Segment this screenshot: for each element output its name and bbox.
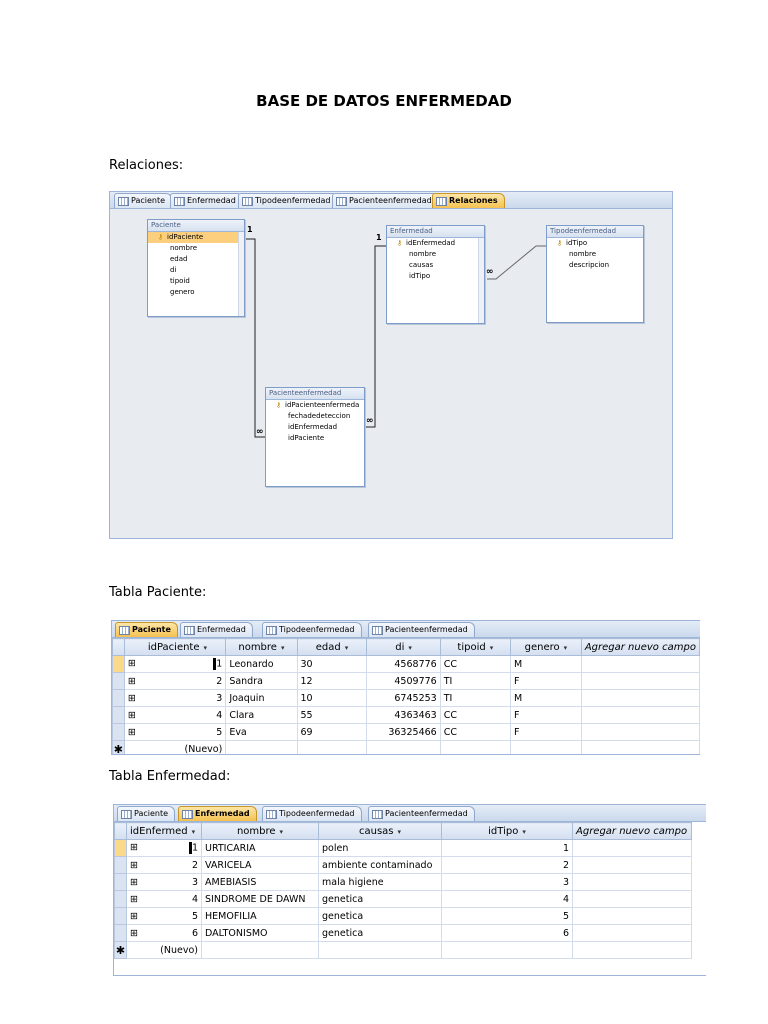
scrollbar[interactable] — [478, 238, 484, 323]
cell-id[interactable] — [124, 690, 225, 707]
cell-id[interactable] — [124, 656, 225, 673]
cell-id[interactable] — [127, 891, 202, 908]
cell[interactable]: 4568776 — [367, 656, 440, 673]
cell[interactable] — [202, 942, 319, 959]
enfermedad-table — [114, 822, 692, 959]
cell[interactable] — [297, 741, 367, 756]
field-label: idTipo — [566, 239, 588, 247]
cell[interactable]: Eva — [226, 724, 297, 741]
add-field-header[interactable]: Agregar nuevo campo — [581, 639, 699, 656]
cell[interactable] — [581, 707, 699, 724]
table-box-title: Tipodeenfermedad — [547, 226, 643, 238]
paciente-datasheet — [111, 620, 700, 755]
cell[interactable]: CC — [440, 656, 510, 673]
cell[interactable]: 30 — [297, 656, 367, 673]
tab-enfermedad[interactable] — [180, 622, 253, 637]
table-row[interactable] — [115, 891, 692, 908]
header-label: idTipo — [488, 825, 519, 837]
new-record-cell[interactable]: (Nuevo) — [127, 942, 202, 959]
cell-value: 4 — [191, 893, 198, 905]
table-icon — [184, 626, 195, 635]
row-selector[interactable] — [115, 840, 127, 857]
expand-icon[interactable]: ⊞ — [127, 726, 136, 738]
row-selector[interactable] — [115, 857, 127, 874]
cell[interactable] — [573, 840, 692, 857]
cell[interactable]: HEMOFILIA — [202, 908, 319, 925]
cell-id[interactable] — [127, 840, 202, 857]
cell[interactable] — [581, 741, 699, 756]
tab-pacienteenfermedad[interactable] — [332, 193, 439, 208]
cell-value: 5 — [216, 726, 223, 738]
field-key[interactable] — [266, 400, 364, 411]
field[interactable]: nombre — [409, 250, 437, 258]
cell-value: 5 — [191, 910, 198, 922]
field[interactable]: fechadedeteccion — [288, 412, 351, 420]
scrollbar[interactable] — [238, 232, 244, 316]
row-selector[interactable] — [115, 925, 127, 942]
cell[interactable]: CC — [440, 707, 510, 724]
key-icon: ⚷ — [276, 401, 282, 409]
field[interactable]: descripcion — [569, 261, 610, 269]
tab-paciente[interactable] — [115, 622, 178, 637]
tab-label: Tipodeenfermedad — [255, 196, 331, 205]
tab-enfermedad[interactable] — [170, 193, 243, 208]
table-icon — [182, 810, 193, 819]
tab-pacienteenfermedad[interactable] — [368, 806, 475, 821]
cell[interactable] — [573, 891, 692, 908]
cell[interactable] — [581, 673, 699, 690]
table-icon — [118, 197, 129, 206]
expand-icon[interactable]: ⊞ — [127, 709, 136, 721]
row-selector[interactable] — [113, 707, 125, 724]
one-symbol: 1 — [376, 233, 382, 242]
expand-icon[interactable]: ⊞ — [130, 927, 138, 939]
cell-value: 1 — [216, 658, 223, 670]
many-symbol: ∞ — [256, 427, 264, 437]
table-icon — [121, 810, 132, 819]
column-header[interactable] — [319, 823, 442, 840]
many-symbol: ∞ — [366, 416, 374, 426]
row-selector[interactable] — [115, 874, 127, 891]
tab-tipodeenfermedad[interactable] — [238, 193, 338, 208]
header-label: nombre — [236, 825, 276, 837]
table-icon — [266, 626, 277, 635]
header-label: tipoid — [457, 641, 486, 653]
table-row[interactable] — [115, 908, 692, 925]
cell[interactable] — [573, 857, 692, 874]
cell[interactable]: CC — [440, 724, 510, 741]
tab-label: Enfermedad — [195, 809, 250, 818]
paciente-table — [112, 638, 700, 755]
cell[interactable]: 55 — [297, 707, 367, 724]
tab-label: Pacienteenfermedad — [385, 625, 468, 634]
expand-icon[interactable]: ⊞ — [130, 842, 138, 853]
cell[interactable] — [573, 925, 692, 942]
relation-line-tipo — [487, 246, 546, 279]
cell[interactable]: 3 — [442, 874, 573, 891]
cell[interactable] — [573, 908, 692, 925]
cell[interactable]: mala higiene — [319, 874, 442, 891]
relations-window — [109, 191, 673, 539]
dropdown-icon[interactable]: ▾ — [489, 643, 494, 652]
cell[interactable]: AMEBIASIS — [202, 874, 319, 891]
table-icon — [336, 197, 347, 206]
field-label: idPaciente — [167, 233, 204, 241]
table-row[interactable] — [115, 925, 692, 942]
header-label: idPaciente — [147, 641, 200, 653]
table-box-title: Pacienteenfermedad — [266, 388, 364, 400]
cell-id[interactable] — [127, 908, 202, 925]
cell[interactable]: 10 — [297, 690, 367, 707]
cell[interactable]: Joaquin — [226, 690, 297, 707]
cell-id[interactable] — [127, 857, 202, 874]
tab-label: Tipodeenfermedad — [279, 809, 355, 818]
column-header[interactable] — [367, 639, 440, 656]
expand-icon[interactable]: ⊞ — [127, 675, 136, 687]
cell[interactable]: Sandra — [226, 673, 297, 690]
header-row — [115, 823, 692, 840]
cell[interactable]: DALTONISMO — [202, 925, 319, 942]
row-selector[interactable] — [113, 656, 125, 673]
cell[interactable] — [581, 656, 699, 673]
cell[interactable] — [581, 724, 699, 741]
cell[interactable]: 4363463 — [367, 707, 440, 724]
row-selector[interactable] — [113, 690, 125, 707]
table-box-tipodeenfermedad[interactable] — [546, 225, 644, 323]
relaciones-label: Relaciones: — [109, 158, 184, 173]
document-title: BASE DE DATOS ENFERMEDAD — [256, 92, 512, 110]
new-record-icon[interactable]: ✱ — [113, 741, 125, 756]
cell-value: 2 — [216, 675, 223, 687]
new-record-row[interactable] — [113, 741, 700, 756]
field[interactable]: causas — [409, 261, 434, 269]
field[interactable]: di — [170, 266, 177, 274]
dropdown-icon[interactable]: ▾ — [203, 643, 208, 652]
dropdown-icon[interactable]: ▾ — [563, 643, 568, 652]
dropdown-icon[interactable]: ▾ — [522, 827, 526, 836]
expand-icon[interactable]: ⊞ — [130, 910, 138, 922]
cell[interactable]: TI — [440, 690, 510, 707]
cell[interactable]: F — [510, 724, 581, 741]
table-icon — [372, 626, 383, 635]
row-selector[interactable] — [115, 908, 127, 925]
cell[interactable] — [226, 741, 297, 756]
tab-pacienteenfermedad[interactable] — [368, 622, 475, 637]
tab-paciente[interactable] — [117, 806, 175, 821]
cell[interactable]: TI — [440, 673, 510, 690]
tab-label: Paciente — [132, 625, 171, 634]
table-box-enfermedad[interactable] — [386, 225, 485, 324]
table-row[interactable] — [115, 874, 692, 891]
field[interactable]: tipoid — [170, 277, 190, 285]
row-selector[interactable] — [113, 724, 125, 741]
many-symbol: ∞ — [486, 267, 494, 277]
cell[interactable]: genetica — [319, 908, 442, 925]
tab-relaciones[interactable] — [432, 193, 505, 208]
header-label: nombre — [238, 641, 277, 653]
tab-label: Enfermedad — [197, 625, 246, 634]
tab-paciente[interactable] — [114, 193, 172, 208]
row-selector[interactable] — [115, 891, 127, 908]
tab-label: Relaciones — [449, 196, 498, 205]
enfermedad-tabbar — [114, 805, 706, 822]
cell[interactable]: 6745253 — [367, 690, 440, 707]
cell[interactable] — [442, 942, 573, 959]
cell[interactable]: URTICARIA — [202, 840, 319, 857]
expand-icon[interactable]: ⊞ — [130, 893, 138, 905]
cell[interactable]: 4 — [442, 891, 573, 908]
select-all[interactable] — [115, 823, 127, 840]
field[interactable]: nombre — [170, 244, 198, 252]
table-row[interactable] — [113, 673, 700, 690]
cell[interactable] — [367, 741, 440, 756]
cell[interactable]: 69 — [297, 724, 367, 741]
cell[interactable]: VARICELA — [202, 857, 319, 874]
dropdown-icon[interactable]: ▾ — [408, 643, 412, 652]
cell[interactable]: ambiente contaminado — [319, 857, 442, 874]
table-row[interactable] — [115, 857, 692, 874]
select-all[interactable] — [113, 639, 125, 656]
cell[interactable]: 2 — [442, 857, 573, 874]
column-header[interactable] — [226, 639, 297, 656]
cell-id[interactable] — [127, 874, 202, 891]
cell-value: 6 — [191, 927, 198, 939]
tab-enfermedad[interactable] — [178, 806, 257, 821]
key-icon: ⚷ — [557, 239, 563, 247]
relations-icon — [436, 197, 447, 206]
dropdown-icon[interactable]: ▾ — [397, 827, 402, 836]
table-row[interactable] — [113, 724, 700, 741]
table-icon — [242, 197, 253, 206]
column-header[interactable] — [127, 823, 202, 840]
tab-label: Tipodeenfermedad — [279, 625, 355, 634]
cell[interactable]: F — [510, 707, 581, 724]
tabla-enfermedad-label: Tabla Enfermedad: — [109, 769, 231, 784]
field-key[interactable] — [148, 232, 244, 243]
enfermedad-datasheet — [113, 804, 706, 976]
field[interactable]: genero — [170, 288, 195, 296]
field[interactable]: nombre — [569, 250, 597, 258]
new-record-icon[interactable]: ✱ — [115, 943, 126, 957]
relations-canvas — [110, 209, 672, 538]
tab-tipodeenfermedad[interactable] — [262, 806, 362, 821]
cell-value: 1 — [191, 842, 198, 854]
column-header[interactable] — [440, 639, 510, 656]
table-row[interactable] — [115, 840, 692, 857]
dropdown-icon[interactable]: ▾ — [344, 643, 349, 652]
column-header[interactable] — [202, 823, 319, 840]
header-label: idEnfermed — [130, 825, 188, 837]
tab-label: Enfermedad — [187, 196, 236, 205]
cell-value: 4 — [216, 709, 223, 721]
header-label: causas — [358, 825, 394, 837]
table-row[interactable] — [113, 707, 700, 724]
dropdown-icon[interactable]: ▾ — [279, 827, 284, 836]
tab-label: Pacienteenfermedad — [385, 809, 468, 818]
cell-value: 3 — [216, 692, 223, 704]
table-box-title: Paciente — [148, 220, 244, 232]
cell[interactable]: polen — [319, 840, 442, 857]
field-label: idPacienteenfermeda — [285, 401, 360, 409]
field[interactable]: edad — [170, 255, 188, 263]
key-icon: ⚷ — [397, 239, 403, 247]
cell[interactable]: 6 — [442, 925, 573, 942]
header-label: genero — [524, 641, 560, 653]
field[interactable]: idPaciente — [288, 434, 325, 442]
field[interactable]: idEnfermedad — [288, 423, 338, 431]
cell[interactable] — [573, 874, 692, 891]
cell[interactable]: genetica — [319, 891, 442, 908]
cell[interactable]: M — [510, 690, 581, 707]
tab-label: Pacienteenfermedad — [349, 196, 432, 205]
cell[interactable] — [581, 690, 699, 707]
cell[interactable]: 4509776 — [367, 673, 440, 690]
table-icon — [266, 810, 277, 819]
dropdown-icon[interactable]: ▾ — [191, 827, 196, 836]
field[interactable]: idTipo — [409, 272, 431, 280]
column-header[interactable] — [297, 639, 367, 656]
cell-id[interactable] — [124, 724, 225, 741]
paciente-tabbar — [112, 621, 700, 638]
cell[interactable]: 12 — [297, 673, 367, 690]
table-box-pacienteenfermedad[interactable] — [265, 387, 365, 487]
header-label: di — [395, 641, 405, 653]
cell[interactable]: 36325466 — [367, 724, 440, 741]
field-label: idEnfermedad — [406, 239, 456, 247]
cell-id[interactable] — [124, 707, 225, 724]
expand-icon[interactable]: ⊞ — [130, 859, 138, 871]
column-header[interactable] — [510, 639, 581, 656]
table-icon — [119, 626, 130, 635]
cell[interactable]: 1 — [442, 840, 573, 857]
column-header[interactable] — [442, 823, 573, 840]
cell[interactable] — [510, 741, 581, 756]
relation-line-enfermedad — [365, 246, 386, 427]
cell[interactable] — [440, 741, 510, 756]
field-key[interactable] — [547, 238, 643, 249]
add-field-header[interactable]: Agregar nuevo campo — [573, 823, 692, 840]
row-selector[interactable] — [113, 673, 125, 690]
tabla-paciente-label: Tabla Paciente: — [109, 585, 207, 600]
header-label: edad — [315, 641, 341, 653]
cell-value: 3 — [191, 876, 198, 888]
key-icon: ⚷ — [158, 233, 164, 241]
tab-label: Paciente — [131, 196, 166, 205]
field-key[interactable] — [387, 238, 484, 249]
one-symbol: 1 — [247, 225, 253, 234]
cell[interactable]: Clara — [226, 707, 297, 724]
tab-tipodeenfermedad[interactable] — [262, 622, 362, 637]
expand-icon[interactable]: ⊞ — [130, 876, 138, 888]
cell[interactable] — [319, 942, 442, 959]
header-row — [113, 639, 700, 656]
cell[interactable] — [573, 942, 692, 959]
dropdown-icon[interactable]: ▾ — [280, 643, 285, 652]
cell-id[interactable] — [124, 673, 225, 690]
table-row[interactable] — [113, 690, 700, 707]
table-box-paciente[interactable] — [147, 219, 245, 317]
relations-tabbar — [110, 192, 672, 209]
cell[interactable]: SINDROME DE DAWN — [202, 891, 319, 908]
table-icon — [174, 197, 185, 206]
cell-value: 2 — [191, 859, 198, 871]
cell-id[interactable] — [127, 925, 202, 942]
relation-line-paciente — [243, 239, 265, 437]
table-icon — [372, 810, 383, 819]
table-box-title: Enfermedad — [387, 226, 484, 238]
cell[interactable]: Leonardo — [226, 656, 297, 673]
tab-label: Paciente — [134, 809, 169, 818]
cell[interactable]: 5 — [442, 908, 573, 925]
new-record-cell[interactable]: (Nuevo) — [124, 741, 225, 756]
new-record-row[interactable] — [115, 942, 692, 959]
expand-icon[interactable]: ⊞ — [127, 692, 136, 704]
cell[interactable]: M — [510, 656, 581, 673]
expand-icon[interactable]: ⊞ — [127, 658, 136, 669]
column-header[interactable] — [124, 639, 225, 656]
table-row[interactable] — [113, 656, 700, 673]
cell[interactable]: genetica — [319, 925, 442, 942]
cell[interactable]: F — [510, 673, 581, 690]
